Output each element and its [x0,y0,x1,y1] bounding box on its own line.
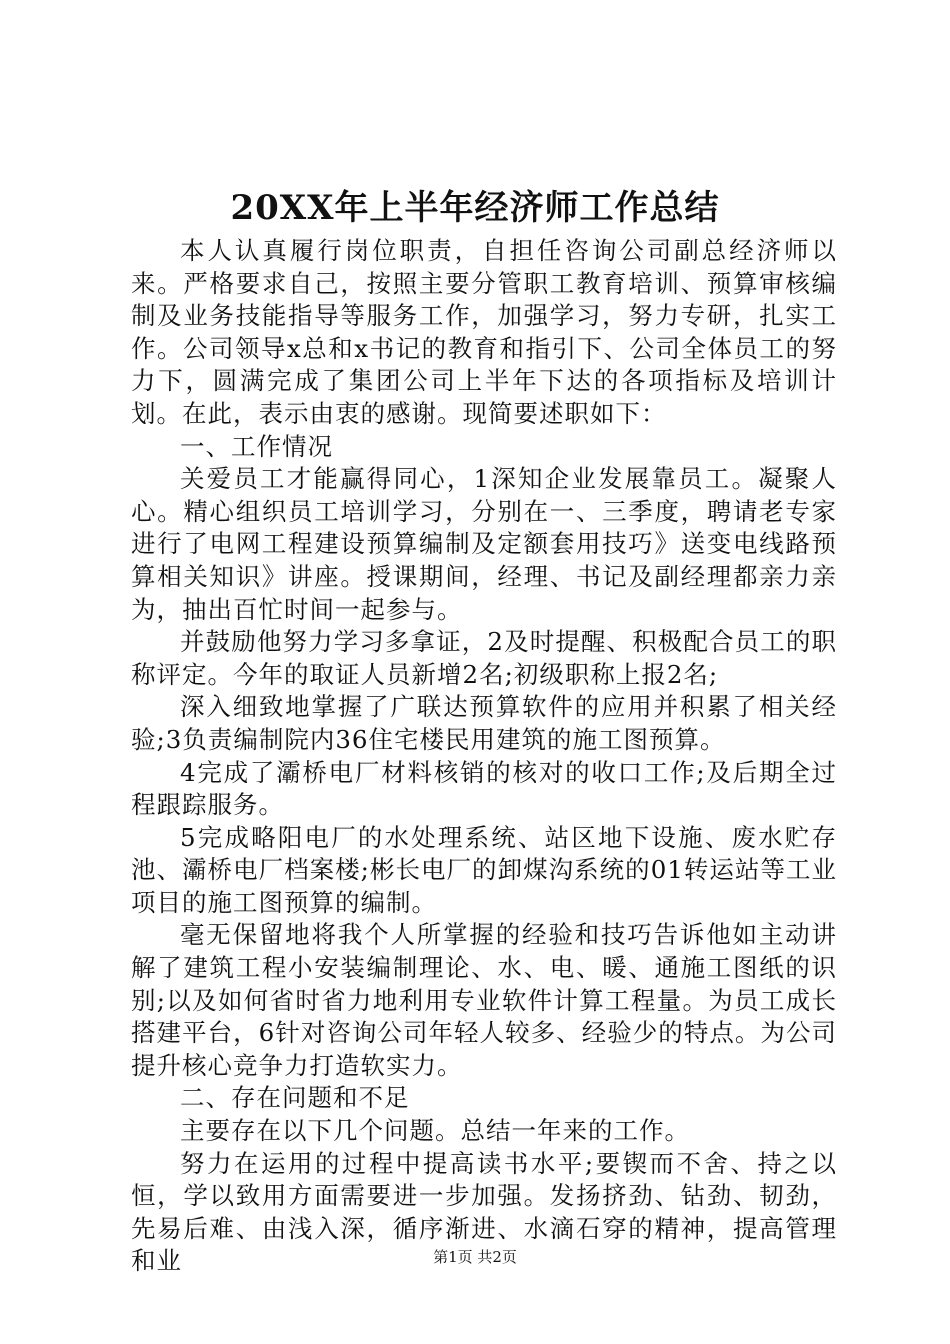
paragraph-material-verification: 4完成了灞桥电厂材料核销的核对的收口工作;及后期全过程跟踪服务。 [131,757,837,820]
document-body [131,235,837,1278]
section-heading-work: 一、工作情况 [180,431,333,461]
paragraph-budget-compilation: 5完成略阳电厂的水处理系统、站区地下设施、废水贮存池、灞桥电厂档案楼;彬长电厂的卸煤沟系统的01转运站等工业项目的施工图预算的编制。 [131,822,837,917]
paragraph-experience-sharing: 毫无保留地将我个人所掌握的经验和技巧告诉他如主动讲解了建筑工程小安装编制理论、水、电、暖、通施工图纸的识别;以及如何省时省力地利用专业软件计算工程量。为员工成长搭建平台，6针对咨询公司年轻人较多、经验少的特点。为公司提升核心竞争力打造软实力。 [131,920,837,1080]
paragraph-care-employees: 关爱员工才能赢得同心，1深知企业发展靠员工。凝聚人心。精心组织员工培训学习，分别在一、三季度，聘请老专家进行了电网工程建设预算编制及定额套用技巧》送变电线路预算相关知识》讲座。授课期间，经理、书记及副经理都亲力亲为，抽出百忙时间一起参与。 [131,464,837,624]
paragraph-intro: 本人认真履行岗位职责，自担任咨询公司副总经济师以来。严格要求自己，按照主要分管职工教育培训、预算审核编制及业务技能指导等服务工作，加强学习，努力专研，扎实工作。公司领导x总和x书记的教育和指引下、公司全体员工的努力下，圆满完成了集团公司上半年下达的各项指标及培训计划。在此，表示由衷的感谢。现简要述职如下： [131,236,837,428]
document-title: 20XX年上半年经济师工作总结 [230,188,720,228]
section-heading-problems: 二、存在问题和不足 [180,1083,410,1113]
paragraph-improvement: 努力在运用的过程中提高读书水平;要锲而不舍、持之以恒，学以致用方面需要进一步加强。发扬挤劲、钻劲、韧劲，先易后难、由浅入深，循序渐进、水滴石穿的精神，提高管理和业 [131,1148,837,1276]
paragraph-certification: 并鼓励他努力学习多拿证，2及时提醒、积极配合员工的职称评定。今年的取证人员新增2名;初级职称上报2名; [131,627,837,689]
page-number-footer: 第1页 共2页 [433,1248,517,1266]
paragraph-software: 深入细致地掌握了广联达预算软件的应用并积累了相关经验;3负责编制院内36住宅楼民用建筑的施工图预算。 [131,692,837,754]
paragraph-problems-summary: 主要存在以下几个问题。总结一年来的工作。 [180,1116,690,1146]
